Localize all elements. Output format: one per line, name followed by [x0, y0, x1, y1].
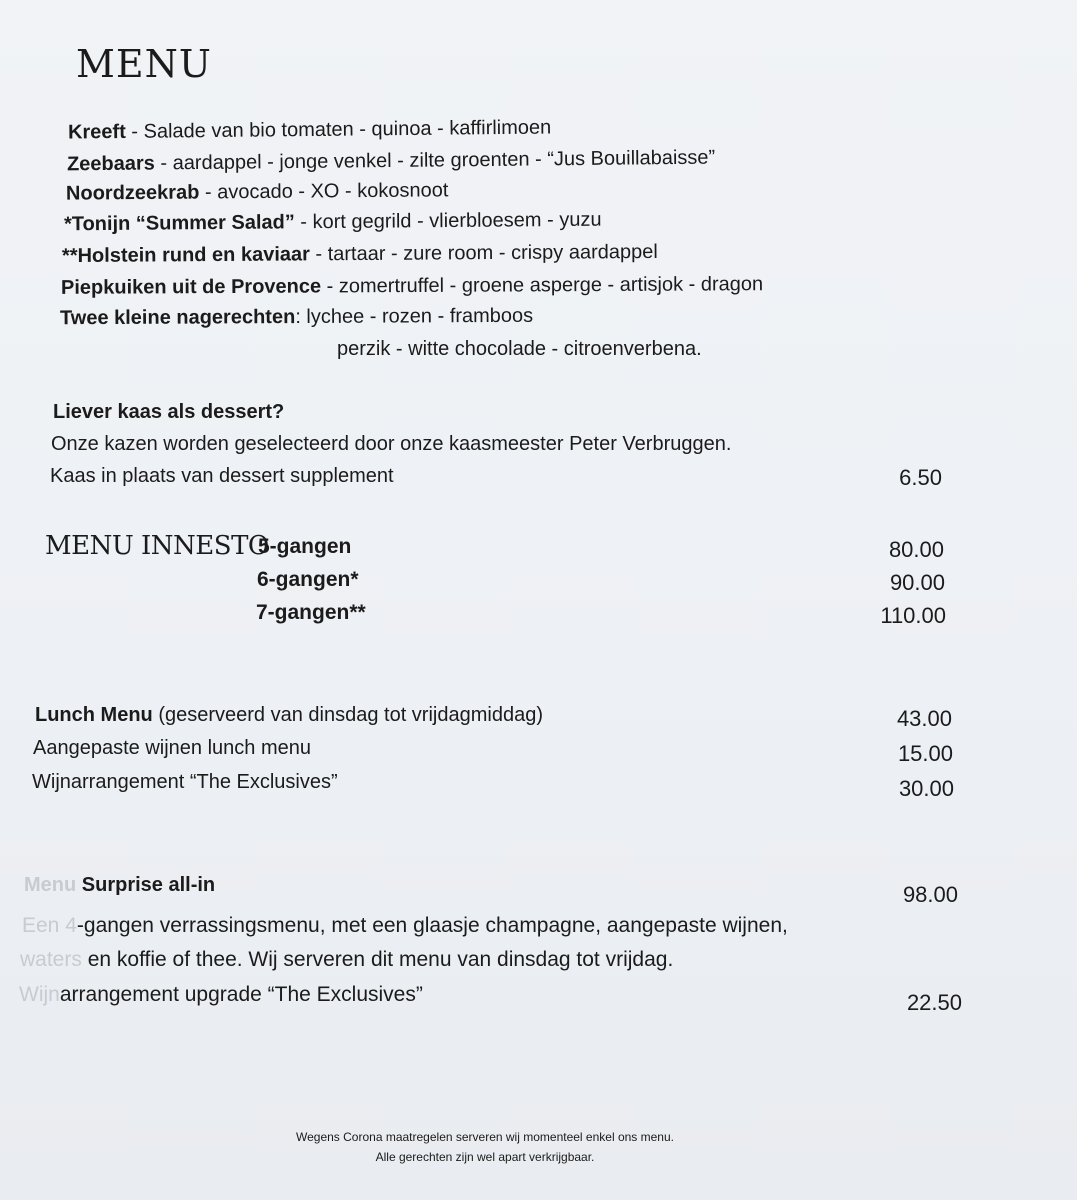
course-item: [66, 178, 449, 205]
lunch-menu-note: (geserveerd van dinsdag tot vrijdagmiddag): [152, 704, 543, 726]
innesto-option-label: 6-gangen*: [257, 568, 359, 591]
course-desc: : lychee - rozen - framboos: [295, 304, 534, 329]
surprise-line2-faded: waters: [20, 948, 82, 971]
course-desc: - tartaar - zure room - crispy aardappel: [309, 240, 658, 266]
innesto-option-label: 5-gangen: [258, 535, 352, 558]
lunch-exclusives-label: Wijnarrangement “The Exclusives”: [32, 771, 338, 793]
cheese-heading: Liever kaas als dessert?: [53, 401, 285, 423]
lunch-wines-label: Aangepaste wijnen lunch menu: [33, 737, 311, 759]
course-item: [68, 115, 551, 144]
surprise-description-2: [20, 948, 673, 972]
course-name: *Tonijn “Summer Salad”: [63, 211, 295, 236]
course-item: [67, 146, 715, 177]
course-name: Zeebaars: [66, 152, 155, 176]
surprise-upgrade-label: [19, 983, 423, 1007]
lunch-wines-price: 15.00: [897, 741, 953, 766]
surprise-line1: -gangen verrassingsmenu, met een glaasje champagne, aangepaste wijnen,: [76, 914, 788, 937]
surprise-heading-text: Surprise all-in: [76, 874, 216, 896]
course-item: [61, 272, 763, 300]
surprise-line2: en koffie of thee. Wij serveren dit menu van dinsdag tot vrijdag.: [81, 948, 674, 971]
surprise-heading: [24, 874, 215, 897]
course-name: Kreeft: [67, 120, 126, 144]
footer-note-1: Wegens Corona maatregelen serveren wij momenteel enkel ons menu.: [296, 1130, 674, 1144]
innesto-option-label: 7-gangen**: [256, 601, 366, 624]
innesto-option-price: 80.00: [888, 537, 944, 562]
course-name: Noordzeekrab: [65, 181, 200, 205]
lunch-menu-price: 43.00: [896, 706, 952, 731]
surprise-description-1: [22, 914, 788, 938]
course-name: Piepkuiken uit de Provence: [60, 275, 322, 299]
innesto-brand: MENU INNESTO: [45, 531, 269, 561]
menu-title: MENU: [76, 42, 212, 86]
course-desc: - avocado - XO - kokosnoot: [199, 179, 449, 204]
surprise-line3-faded: Wijn: [19, 983, 60, 1006]
surprise-line1-faded: Een 4: [22, 914, 77, 937]
footer-note-2: Alle gerechten zijn wel apart verkrijgbaar.: [375, 1150, 595, 1164]
surprise-line3: arrangement upgrade “The Exclusives”: [59, 983, 423, 1006]
lunch-exclusives-price: 30.00: [898, 776, 954, 801]
course-item: [60, 304, 533, 330]
cheese-supplement-label: Kaas in plaats van dessert supplement: [50, 465, 394, 487]
course-desc: - Salade van bio tomaten - quinoa - kaffirlimoen: [125, 116, 552, 143]
lunch-menu-line: [35, 704, 543, 727]
course-desc: - zomertruffel - groene asperge - artisjok - dragon: [321, 273, 764, 298]
innesto-option-price: 110.00: [880, 603, 946, 628]
dessert-line-2: perzik - witte chocolade - citroenverbena.: [337, 338, 702, 360]
cheese-supplement-price: 6.50: [899, 465, 942, 490]
surprise-heading-faded: Menu: [24, 874, 77, 896]
course-desc: - kort gegrild - vlierbloesem - yuzu: [294, 208, 602, 234]
surprise-upgrade-price: 22.50: [906, 990, 962, 1015]
surprise-price: 98.00: [902, 882, 958, 907]
course-item: [64, 208, 602, 237]
course-item: [62, 240, 658, 268]
cheese-description: Onze kazen worden geselecteerd door onze kaasmeester Peter Verbruggen.: [51, 433, 732, 455]
course-name: **Holstein rund en kaviaar: [61, 243, 310, 268]
course-name: Twee kleine nagerechten: [59, 306, 296, 330]
innesto-option-price: 90.00: [889, 570, 945, 595]
lunch-menu-heading: Lunch Menu: [35, 704, 153, 726]
course-desc: - aardappel - jonge venkel - zilte groenten - “Jus Bouillabaisse”: [154, 146, 716, 175]
